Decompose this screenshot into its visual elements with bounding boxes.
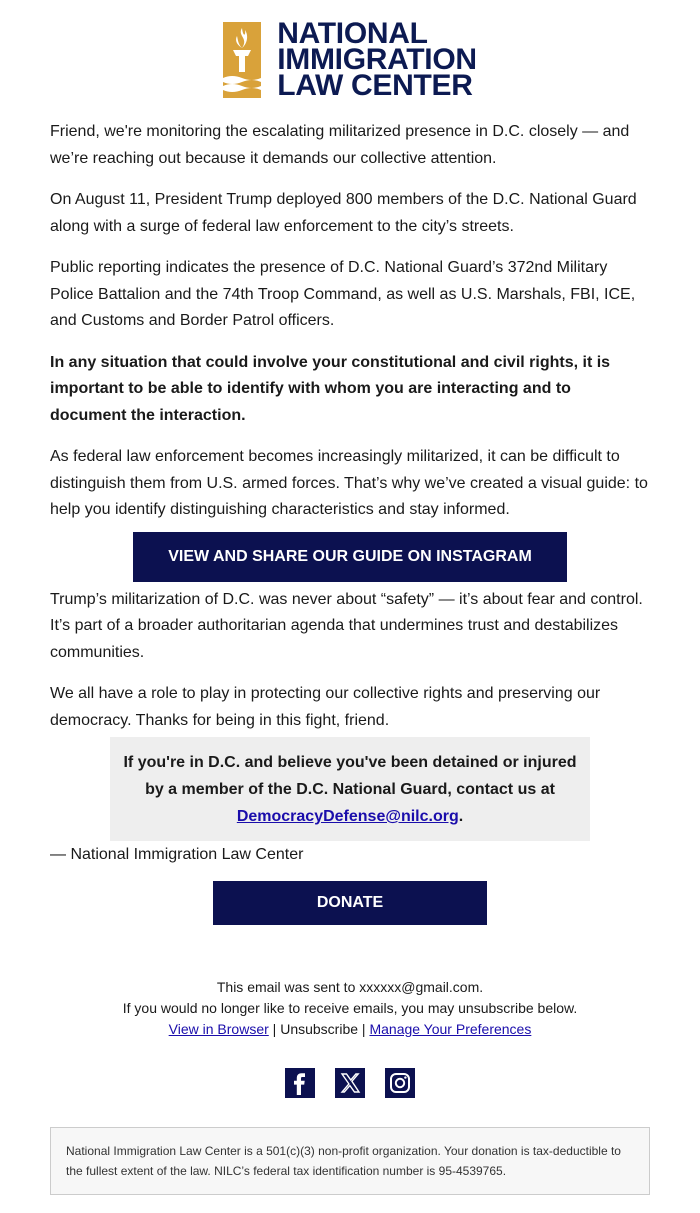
callout-line-1: If you're in D.C. and believe you've been detained or injured xyxy=(123,754,577,771)
footer xyxy=(50,977,650,1040)
logo-line-2: IMMIGRATION xyxy=(277,43,477,76)
torch-icon xyxy=(223,22,261,98)
nilc-logo[interactable] xyxy=(50,0,650,100)
paragraph-visual-guide: As federal law enforcement becomes increasingly militarized, it can be difficult to distinguish them from U.S. armed forces. That’s why we’ve created a visual guide: to help you identify distinguishing characteristics and stay informed. xyxy=(50,448,648,518)
sent-to-text: This email was sent to xxxxxx@gmail.com. xyxy=(216,978,484,995)
logo-line-1: NATIONAL xyxy=(277,17,428,50)
email-container xyxy=(50,0,650,1195)
callout-line-2: by a member of the D.C. National Guard, contact us at xyxy=(145,781,555,798)
social-links xyxy=(50,1068,650,1098)
facebook-icon[interactable] xyxy=(285,1068,315,1098)
footer-links xyxy=(50,1019,650,1040)
democracy-defense-email-link[interactable]: DemocracyDefense@nilc.org xyxy=(236,808,459,825)
callout-period: . xyxy=(458,808,464,825)
link-separator: | xyxy=(358,1020,370,1037)
donate-button[interactable]: DONATE xyxy=(213,881,487,925)
signature: — National Immigration Law Center xyxy=(50,846,304,863)
unsubscribe-note: If you would no longer like to receive emails, you may unsubscribe below. xyxy=(122,999,578,1016)
instagram-guide-button[interactable]: VIEW AND SHARE OUR GUIDE ON INSTAGRAM xyxy=(133,532,567,582)
instagram-icon[interactable] xyxy=(385,1068,415,1098)
paragraph-rights-emphasis: In any situation that could involve your constitutional and civil rights, it is important to be able to identify with whom you are interacting and to document the interaction. xyxy=(50,353,611,424)
tax-disclaimer: National Immigration Law Center is a 501(c)(3) non-profit organization. Your donation is tax-deductible to the fullest extent of the law. NILC’s federal tax identification number is 95-4539765. xyxy=(50,1127,650,1195)
paragraph-militarization: Trump’s militarization of D.C. was never about “safety” — it’s about fear and control. It’s part of a broader authoritarian agenda that undermines trust and destabilizes communities. xyxy=(50,590,643,661)
link-separator: | xyxy=(268,1020,281,1037)
unsubscribe-link[interactable]: Unsubscribe xyxy=(280,1020,359,1037)
paragraph-reporting: Public reporting indicates the presence of D.C. National Guard’s 372nd Military Police Battalion and the 74th Troop Command, as well as U.S. Marshals, FBI, ICE, and Customs and Border Patrol officers. xyxy=(50,259,636,329)
paragraph-collective-role: We all have a role to play in protecting our collective rights and preserving our democracy. Thanks for being in this fight, friend. xyxy=(50,685,601,729)
x-icon[interactable] xyxy=(335,1068,365,1098)
view-in-browser-link[interactable]: View in Browser xyxy=(168,1020,269,1037)
manage-preferences-link[interactable]: Manage Your Preferences xyxy=(369,1020,532,1037)
contact-callout xyxy=(110,737,590,841)
paragraph-intro: Friend, we're monitoring the escalating militarized presence in D.C. closely — and we’re reaching out because it demands our collective attention. xyxy=(50,123,630,167)
callout-line-3 xyxy=(110,803,590,830)
logo-line-3: LAW CENTER xyxy=(277,69,473,102)
paragraph-deployment: On August 11, President Trump deployed 800 members of the D.C. National Guard along with a surge of federal law enforcement to the city’s streets. xyxy=(50,191,637,235)
logo-wordmark xyxy=(277,17,477,102)
